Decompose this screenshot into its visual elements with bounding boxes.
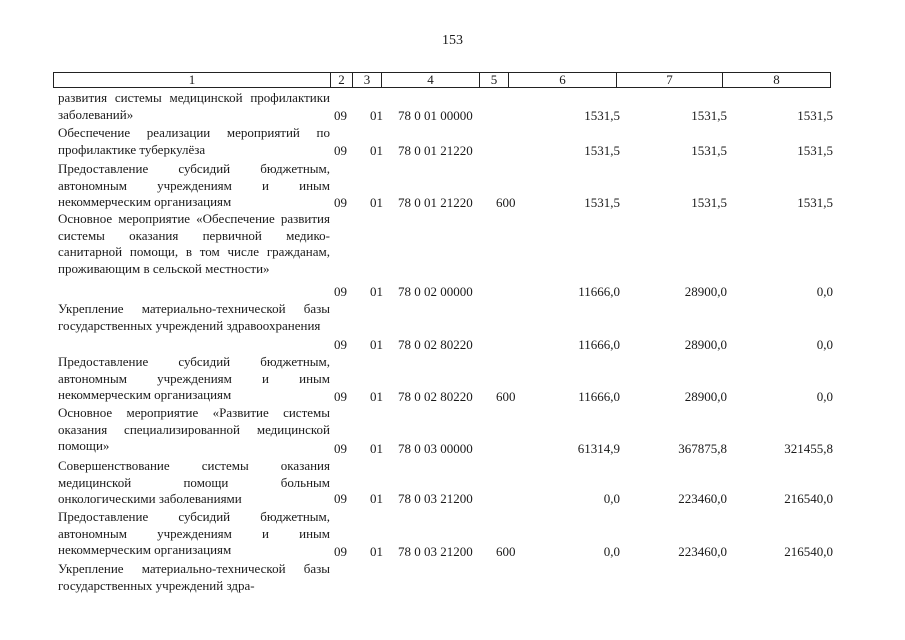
- row-value-7: 28900,0: [684, 337, 727, 352]
- row-subsection: 01: [370, 108, 383, 123]
- row-description: Основное мероприятие «Развитие системы оказания специализированной медицинской помощи»: [58, 405, 330, 453]
- row-subsection: 01: [370, 284, 383, 299]
- row-expense-type: 600: [496, 389, 516, 404]
- row-value-7: 28900,0: [684, 389, 727, 404]
- row-value-8: 0,0: [816, 389, 833, 404]
- row-value-7: 223460,0: [678, 491, 727, 506]
- row-subsection: 01: [370, 143, 383, 158]
- page-number: 153: [442, 33, 463, 48]
- row-value-7: 1531,5: [691, 108, 727, 123]
- row-description: Обеспечение реализации мероприятий по профилактике туберкулёза: [58, 125, 330, 157]
- row-target-code: 78 0 02 80220: [398, 389, 473, 404]
- row-target-code: 78 0 03 21200: [398, 491, 473, 506]
- row-subsection: 01: [370, 441, 383, 456]
- row-description: Предоставление субсидий бюджетным, автономным учреждениям и иным некоммерческим организациям: [58, 354, 330, 402]
- header-col-5: 5: [480, 73, 509, 87]
- row-section: 09: [334, 389, 347, 404]
- header-col-3: 3: [353, 73, 382, 87]
- row-subsection: 01: [370, 389, 383, 404]
- row-section: 09: [334, 544, 347, 559]
- table-header: [53, 72, 831, 88]
- row-target-code: 78 0 03 21200: [398, 544, 473, 559]
- header-col-7: 7: [617, 73, 723, 87]
- row-target-code: 78 0 01 00000: [398, 108, 473, 123]
- row-value-6: 61314,9: [577, 441, 620, 456]
- row-value-7: 367875,8: [678, 441, 727, 456]
- row-value-8: 1531,5: [797, 108, 833, 123]
- row-expense-type: 600: [496, 544, 516, 559]
- row-description: Укрепление материально-технической базы государственных учреждений здра-: [58, 561, 330, 593]
- row-section: 09: [334, 284, 347, 299]
- row-value-7: 1531,5: [691, 143, 727, 158]
- row-value-8: 0,0: [816, 337, 833, 352]
- row-target-code: 78 0 02 80220: [398, 337, 473, 352]
- row-value-8: 1531,5: [797, 195, 833, 210]
- row-section: 09: [334, 195, 347, 210]
- row-value-6: 11666,0: [578, 284, 620, 299]
- row-value-6: 0,0: [603, 491, 620, 506]
- header-col-6: 6: [509, 73, 617, 87]
- row-section: 09: [334, 108, 347, 123]
- row-target-code: 78 0 02 00000: [398, 284, 473, 299]
- row-section: 09: [334, 143, 347, 158]
- row-expense-type: 600: [496, 195, 516, 210]
- row-description: Укрепление материально-технической базы государственных учреждений здравоохранения: [58, 301, 330, 333]
- row-subsection: 01: [370, 544, 383, 559]
- row-description: Предоставление субсидий бюджетным, автономным учреждениям и иным некоммерческим организациям: [58, 509, 330, 557]
- row-section: 09: [334, 441, 347, 456]
- row-subsection: 01: [370, 195, 383, 210]
- row-value-6: 11666,0: [578, 337, 620, 352]
- row-section: 09: [334, 491, 347, 506]
- header-col-1: 1: [54, 73, 331, 87]
- header-col-8: 8: [773, 72, 780, 87]
- row-description: развития системы медицинской профилактики заболеваний»: [58, 90, 330, 122]
- row-value-8: 0,0: [816, 284, 833, 299]
- row-description: Совершенствование системы оказания медицинской помощи больным онкологическими заболеваниями: [58, 458, 330, 506]
- row-value-7: 1531,5: [691, 195, 727, 210]
- row-target-code: 78 0 03 00000: [398, 441, 473, 456]
- row-value-7: 28900,0: [684, 284, 727, 299]
- row-value-6: 1531,5: [584, 143, 620, 158]
- row-section: 09: [334, 337, 347, 352]
- row-value-7: 223460,0: [678, 544, 727, 559]
- row-description: Предоставление субсидий бюджетным, автономным учреждениям и иным некоммерческим организациям: [58, 161, 330, 209]
- row-value-6: 1531,5: [584, 108, 620, 123]
- row-value-6: 11666,0: [578, 389, 620, 404]
- row-value-8: 216540,0: [784, 491, 833, 506]
- row-target-code: 78 0 01 21220: [398, 143, 473, 158]
- row-subsection: 01: [370, 491, 383, 506]
- header-col-4: 4: [382, 73, 480, 87]
- row-description: Основное мероприятие «Обеспечение развития системы оказания первичной медико-санитарной помощи, в том числе гражданам, проживающим в сельской местности»: [58, 211, 330, 276]
- header-col-2: 2: [331, 73, 353, 87]
- row-value-8: 216540,0: [784, 544, 833, 559]
- row-value-6: 1531,5: [584, 195, 620, 210]
- row-target-code: 78 0 01 21220: [398, 195, 473, 210]
- row-value-8: 321455,8: [784, 441, 833, 456]
- row-value-6: 0,0: [603, 544, 620, 559]
- row-value-8: 1531,5: [797, 143, 833, 158]
- row-subsection: 01: [370, 337, 383, 352]
